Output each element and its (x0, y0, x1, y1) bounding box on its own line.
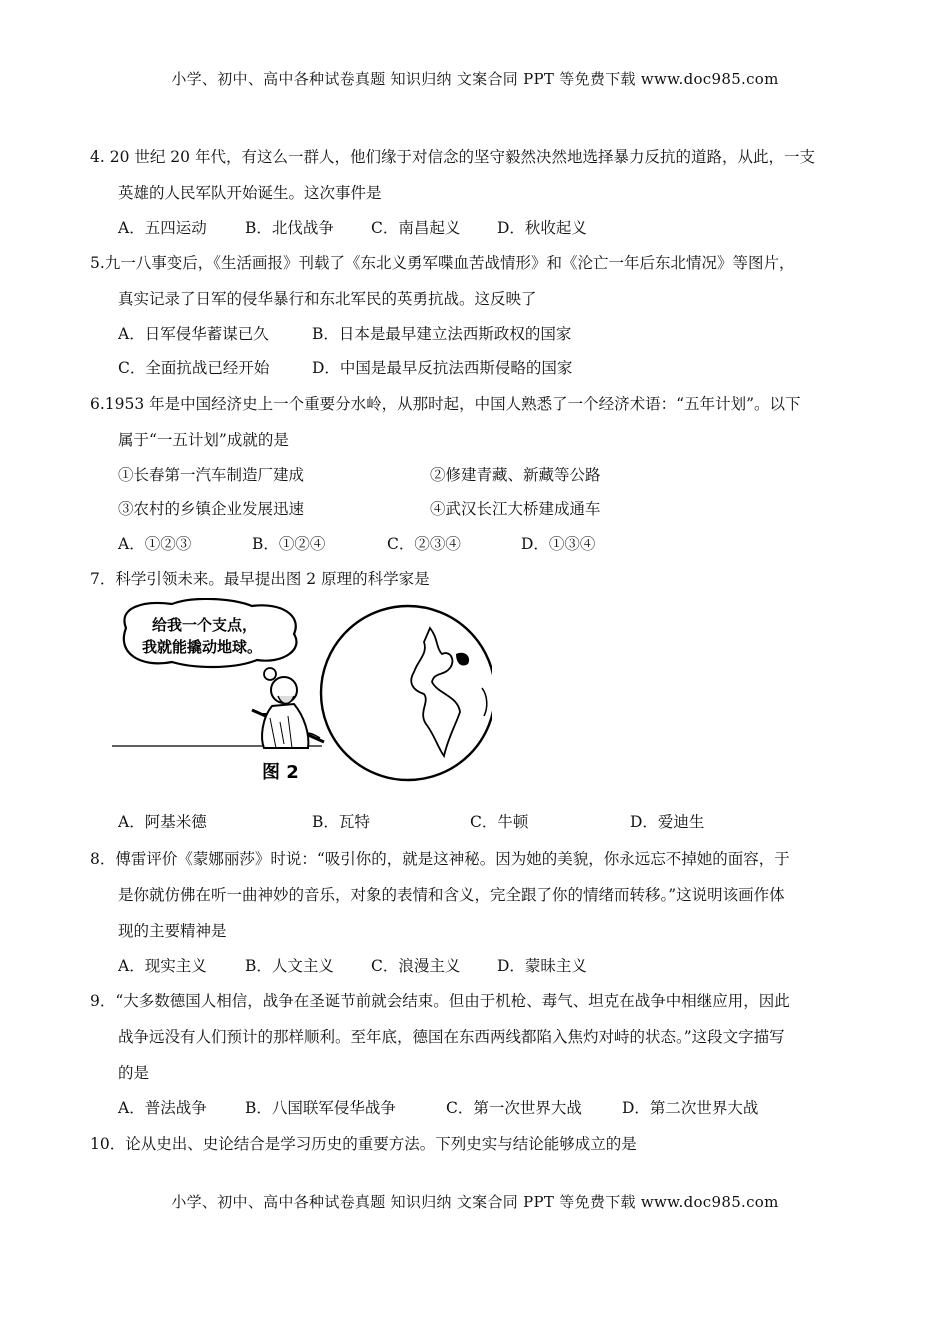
q6-option-a: A．①②③ (118, 535, 192, 553)
q9-stem-line3: 的是 (118, 1064, 150, 1082)
q9-stem-line2: 战争远没有人们预计的那样顺利。至年底，德国在东西两线都陷入焦灼对峙的状态。”这段文字描写 (118, 1028, 785, 1046)
q6-item-3: ③农村的乡镇企业发展迅速 (118, 500, 305, 518)
q8-option-c: C．浪漫主义 (371, 957, 461, 975)
figure-caption: 图 2 (262, 762, 299, 783)
q5-option-a: A．日军侵华蓄谋已久 (118, 325, 269, 343)
page-footer: 小学、初中、高中各种试卷真题 知识归纳 文案合同 PPT 等免费下载 www.doc985.com (171, 1193, 779, 1211)
earth-globe (321, 606, 492, 780)
q8-option-d: D．蒙昧主义 (497, 957, 587, 975)
q6-item-4: ④武汉长江大桥建成通车 (430, 500, 601, 518)
q6-option-d: D．①③④ (521, 535, 596, 553)
q6-option-c: C．②③④ (387, 535, 461, 553)
q9-option-b: B．八国联军侵华战争 (245, 1099, 396, 1117)
q4-option-d: D．秋收起义 (497, 219, 587, 237)
figure-2-illustration (112, 598, 492, 788)
bubble-text-line1: 给我一个支点， (152, 616, 258, 634)
q6-stem-line1: 6.1953 年是中国经济史上一个重要分水岭，从那时起，中国人熟悉了一个经济术语：“五年计划”。以下 (90, 395, 801, 413)
q10-stem: 10．论从史出、史论结合是学习历史的重要方法。下列史实与结论能够成立的是 (90, 1135, 637, 1153)
q7-option-d: D．爱迪生 (630, 813, 705, 831)
q9-stem-line1: 9．“大多数德国人相信，战争在圣诞节前就会结束。但由于机枪、毒气、坦克在战争中相继应用，因此 (90, 992, 790, 1010)
q4-stem-line1: 4. 20 世纪 20 年代，有这么一群人，他们缘于对信念的坚守毅然决然地选择暴力反抗的道路，从此，一支 (90, 148, 815, 166)
q4-option-c: C．南昌起义 (371, 219, 461, 237)
archimedes-lever-figure (112, 598, 492, 788)
q6-stem-line2: 属于“一五计划”成就的是 (118, 431, 289, 449)
q8-option-b: B．人文主义 (245, 957, 334, 975)
q7-option-b: B．瓦特 (312, 813, 370, 831)
q5-option-c: C．全面抗战已经开始 (118, 359, 270, 377)
q9-option-c: C．第一次世界大战 (446, 1099, 582, 1117)
page-header: 小学、初中、高中各种试卷真题 知识归纳 文案合同 PPT 等免费下载 www.doc985.com (171, 70, 779, 88)
q8-option-a: A．现实主义 (118, 957, 207, 975)
q4-option-a: A．五四运动 (118, 219, 207, 237)
q5-option-d: D．中国是最早反抗法西斯侵略的国家 (312, 359, 573, 377)
q8-stem-line1: 8．傅雷评价《蒙娜丽莎》时说：“吸引你的，就是这神秘。因为她的美貌，你永远忘不掉她的面容，于 (90, 850, 790, 868)
q7-option-a: A．阿基米德 (118, 813, 207, 831)
q4-stem-line2: 英雄的人民军队开始诞生。这次事件是 (118, 184, 382, 202)
q5-option-b: B．日本是最早建立法西斯政权的国家 (312, 325, 572, 343)
q7-stem: 7．科学引领未来。最早提出图 2 原理的科学家是 (90, 570, 430, 588)
q9-option-d: D．第二次世界大战 (622, 1099, 759, 1117)
q6-item-1: ①长春第一汽车制造厂建成 (118, 466, 305, 484)
q6-item-2: ②修建青藏、新藏等公路 (430, 466, 601, 484)
q5-stem-line1: 5.九一八事变后，《生活画报》刊载了《东北义勇军喋血苦战情形》和《沦亡一年后东北情况》等图片， (90, 254, 795, 272)
q6-option-b: B．①②④ (252, 535, 326, 553)
q8-stem-line3: 现的主要精神是 (118, 922, 227, 940)
thought-circle-large (264, 668, 276, 680)
q4-option-b: B．北伐战争 (245, 219, 334, 237)
q9-option-a: A．普法战争 (118, 1099, 207, 1117)
q8-stem-line2: 是你就仿佛在听一曲神妙的音乐，对象的表情和含义，完全跟了你的情绪而转移。”这说明该画作体 (118, 886, 785, 904)
man-robe (262, 704, 308, 748)
bubble-text-line2: 我就能撬动地球。 (142, 638, 263, 656)
q5-stem-line2: 真实记录了日军的侵华暴行和东北军民的英勇抗战。这反映了 (118, 290, 537, 308)
q7-option-c: C．牛顿 (470, 813, 529, 831)
